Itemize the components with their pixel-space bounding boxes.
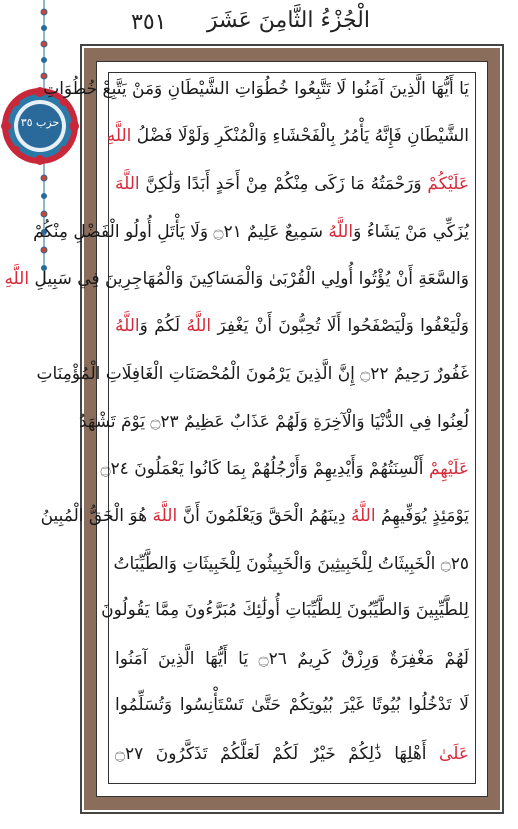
text-line	[115, 553, 469, 593]
verse-text: غَفُورٌ رَحِيمٌ ۝٢٢ إِنَّ الَّذِينَ يَرْمُونَ الْمُحْصَنَاتِ الْغَافِلَاتِ الْمُؤْمِنَاتِ	[36, 364, 469, 385]
verse-text: ۝٢٥ الْخَبِيثَاتُ لِلْخَبِيثِينَ وَالْخَبِيثُونَ لِلْخَبِيثَاتِ وَالطَّيِّبَاتُ	[113, 554, 469, 574]
verse-text: يَا أَيُّهَا الَّذِينَ آمَنُوا لَا تَتَّبِعُوا خُطُوَاتِ الشَّيْطَانِ وَمَنْ يَتَّبِعْ خُطُوَاتِ	[43, 79, 469, 99]
text-line	[4, 268, 469, 309]
verse-text: وَالسَّعَةِ أَنْ يُؤْتُوا أُولِي الْقُرْبَىٰ وَالْمَسَاكِينَ وَالْمُهَاجِرِينَ فِي سَبِيلِ	[29, 268, 469, 289]
verse-text: لُعِنُوا فِي الدُّنْيَا وَالْآخِرَةِ وَلَهُمْ عَذَابٌ عَظِيمٌ ۝٢٣ يَوْمَ تَشْهَدُ	[78, 411, 469, 432]
verse-text: أَلْسِنَتُهُمْ وَأَيْدِيهِمْ وَأَرْجُلُهُمْ بِمَا كَانُوا يَعْمَلُونَ ۝٢٤	[100, 459, 429, 480]
verse-text: وَرَحْمَتُهُ مَا زَكَى مِنْكُمْ مِنْ أَحَدٍ أَبَدًا وَلَٰكِنَّ	[139, 173, 428, 194]
text-line	[115, 316, 469, 356]
hizb-badge-label: حزب ٣٥	[20, 116, 60, 129]
divine-name-text: اللَّهُ	[328, 222, 354, 243]
verse-text: الشَّيْطَانِ فَإِنَّهُ يَأْمُرُ بِالْفَحْشَاءِ وَالْمُنْكَرِ وَلَوْلَا فَضْلُ	[131, 126, 469, 147]
text-line	[115, 743, 469, 783]
divine-name-text: اللَّهِ	[106, 126, 132, 147]
text-line	[78, 411, 469, 451]
text-line	[115, 695, 469, 735]
divine-name-text: اللَّهَ	[152, 505, 178, 526]
divine-name-text: اللَّهُ	[115, 316, 140, 336]
text-line	[40, 505, 469, 546]
divine-name-text: اللَّهَ	[115, 173, 140, 194]
verse-text: وَلْيَعْفُوا وَلْيَصْفَحُوا أَلَا تُحِبُّونَ أَنْ يَغْفِرَ	[211, 316, 469, 336]
verse-text: يَوْمَئِذٍ يُوَفِّيهِمُ	[375, 505, 469, 526]
text-line	[36, 363, 469, 403]
verse-text: أَهْلِهَا ذَٰلِكُمْ خَيْرٌ لَكُمْ لَعَلَّكُمْ تَذَكَّرُونَ ۝٢٧	[115, 743, 440, 764]
juz-title: الْجُزْءُ الثَّامِنَ عَشَرَ	[206, 8, 370, 33]
verse-text: لَكُمْ وَ	[139, 316, 187, 336]
divine-name-text: اللَّهُ	[350, 505, 376, 526]
page-number: ٣٥١	[131, 10, 167, 35]
verse-text: سَمِيعٌ عَلِيمٌ ۝٢١ وَلَا يَأْتَلِ أُولُو الْفَضْلِ مِنْكُمْ	[33, 222, 329, 243]
divine-name-text: عَلَىٰ	[439, 743, 469, 764]
verse-text: لَهُمْ مَغْفِرَةٌ وَرِزْقٌ كَرِيمٌ ۝٢٦ يَا أَيُّهَا الَّذِينَ آمَنُوا	[115, 648, 469, 669]
text-line	[33, 221, 469, 261]
text-line	[106, 126, 469, 166]
text-line	[101, 600, 469, 640]
side-ornament	[0, 0, 80, 825]
verse-text: دِينَهُمُ الْحَقَّ وَيَعْلَمُونَ أَنَّ	[177, 505, 351, 526]
divine-name-text: عَلَيْهِمْ	[428, 459, 469, 480]
page-header	[95, 6, 490, 42]
verse-text: هُوَ الْحَقُّ الْمُبِينُ	[40, 505, 153, 526]
divine-name-text: اللَّهُ	[186, 316, 212, 336]
text-line	[43, 79, 469, 119]
verse-text: لَا تَدْخُلُوا بُيُوتًا غَيْرَ بُيُوتِكُمْ حَتَّىٰ تَسْتَأْنِسُوا وَتُسَلِّمُوا	[115, 695, 469, 716]
text-line	[115, 174, 469, 214]
text-line	[100, 458, 469, 498]
divine-name-text: عَلَيْكُمْ	[427, 173, 469, 194]
text-line	[115, 648, 469, 688]
verse-text: لِلطَّيِّبِينَ وَالطَّيِّبُونَ لِلطَّيِّبَاتِ أُولَٰئِكَ مُبَرَّءُونَ مِمَّا يَقُولُونَ	[101, 600, 469, 621]
divine-name-text: اللَّهِ	[4, 268, 30, 289]
verse-text: يُزَكِّي مَنْ يَشَاءُ وَ	[353, 222, 469, 243]
